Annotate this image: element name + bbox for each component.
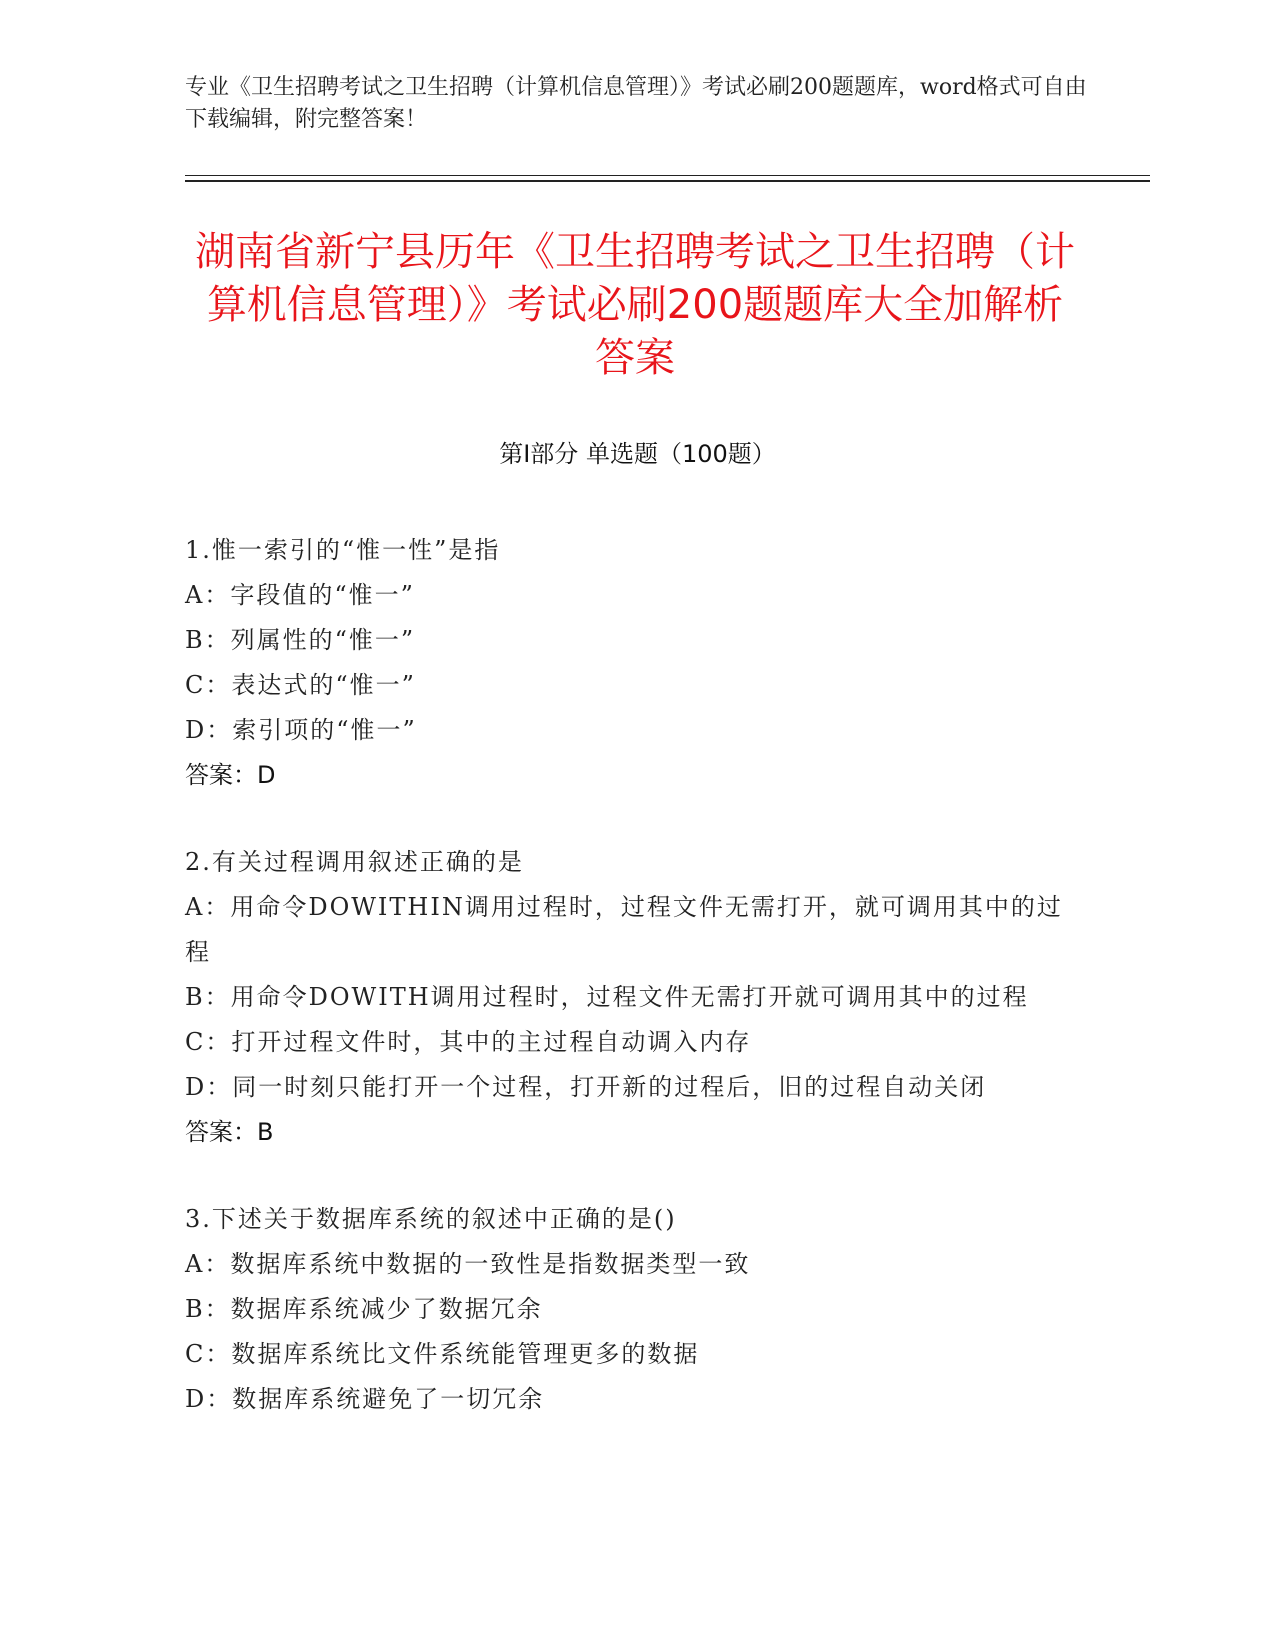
option-b: B：用命令DOWITH调用过程时，过程文件无需打开就可调用其中的过程: [185, 983, 1029, 1011]
question-2: [185, 840, 1065, 1155]
option-a: A：用命令DOWITHIN调用过程时，过程文件无需打开，就可调用其中的过程: [185, 893, 1063, 966]
option-a: A：字段值的“惟一”: [185, 581, 415, 609]
option-c: C：表达式的“惟一”: [185, 671, 416, 699]
option-c: C：数据库系统比文件系统能管理更多的数据: [185, 1340, 700, 1368]
option-d: D：同一时刻只能打开一个过程，打开新的过程后，旧的过程自动关闭: [185, 1073, 987, 1101]
header-divider-bottom: [185, 180, 1150, 182]
option-b: B：数据库系统减少了数据冗余: [185, 1295, 543, 1323]
document-title: 湖南省新宁县历年《卫生招聘考试之卫生招聘（计算机信息管理）》考试必刷200题题库大全加解析答案: [195, 229, 1075, 381]
option-c: C：打开过程文件时，其中的主过程自动调入内存: [185, 1028, 752, 1056]
question-stem: 1.惟一索引的“惟一性”是指: [185, 536, 501, 564]
question-1: [185, 528, 1065, 798]
header-divider-top: [185, 175, 1150, 176]
section-title: 第Ⅰ部分 单选题（100题）: [499, 440, 776, 468]
question-3: [185, 1197, 1065, 1422]
question-stem: 2.有关过程调用叙述正确的是: [185, 848, 524, 876]
option-d: D：索引项的“惟一”: [185, 716, 417, 744]
option-b: B：列属性的“惟一”: [185, 626, 416, 654]
answer: 答案：D: [185, 761, 276, 789]
question-stem: 3.下述关于数据库系统的叙述中正确的是(): [185, 1205, 677, 1233]
option-a: A：数据库系统中数据的一致性是指数据类型一致: [185, 1250, 751, 1278]
option-d: D：数据库系统避免了一切冗余: [185, 1385, 545, 1413]
answer: 答案：B: [185, 1118, 274, 1146]
question-list: [185, 528, 1065, 1464]
header-note: 专业《卫生招聘考试之卫生招聘（计算机信息管理）》考试必刷200题题库，word格式可自由下载编辑，附完整答案！: [185, 75, 1087, 132]
